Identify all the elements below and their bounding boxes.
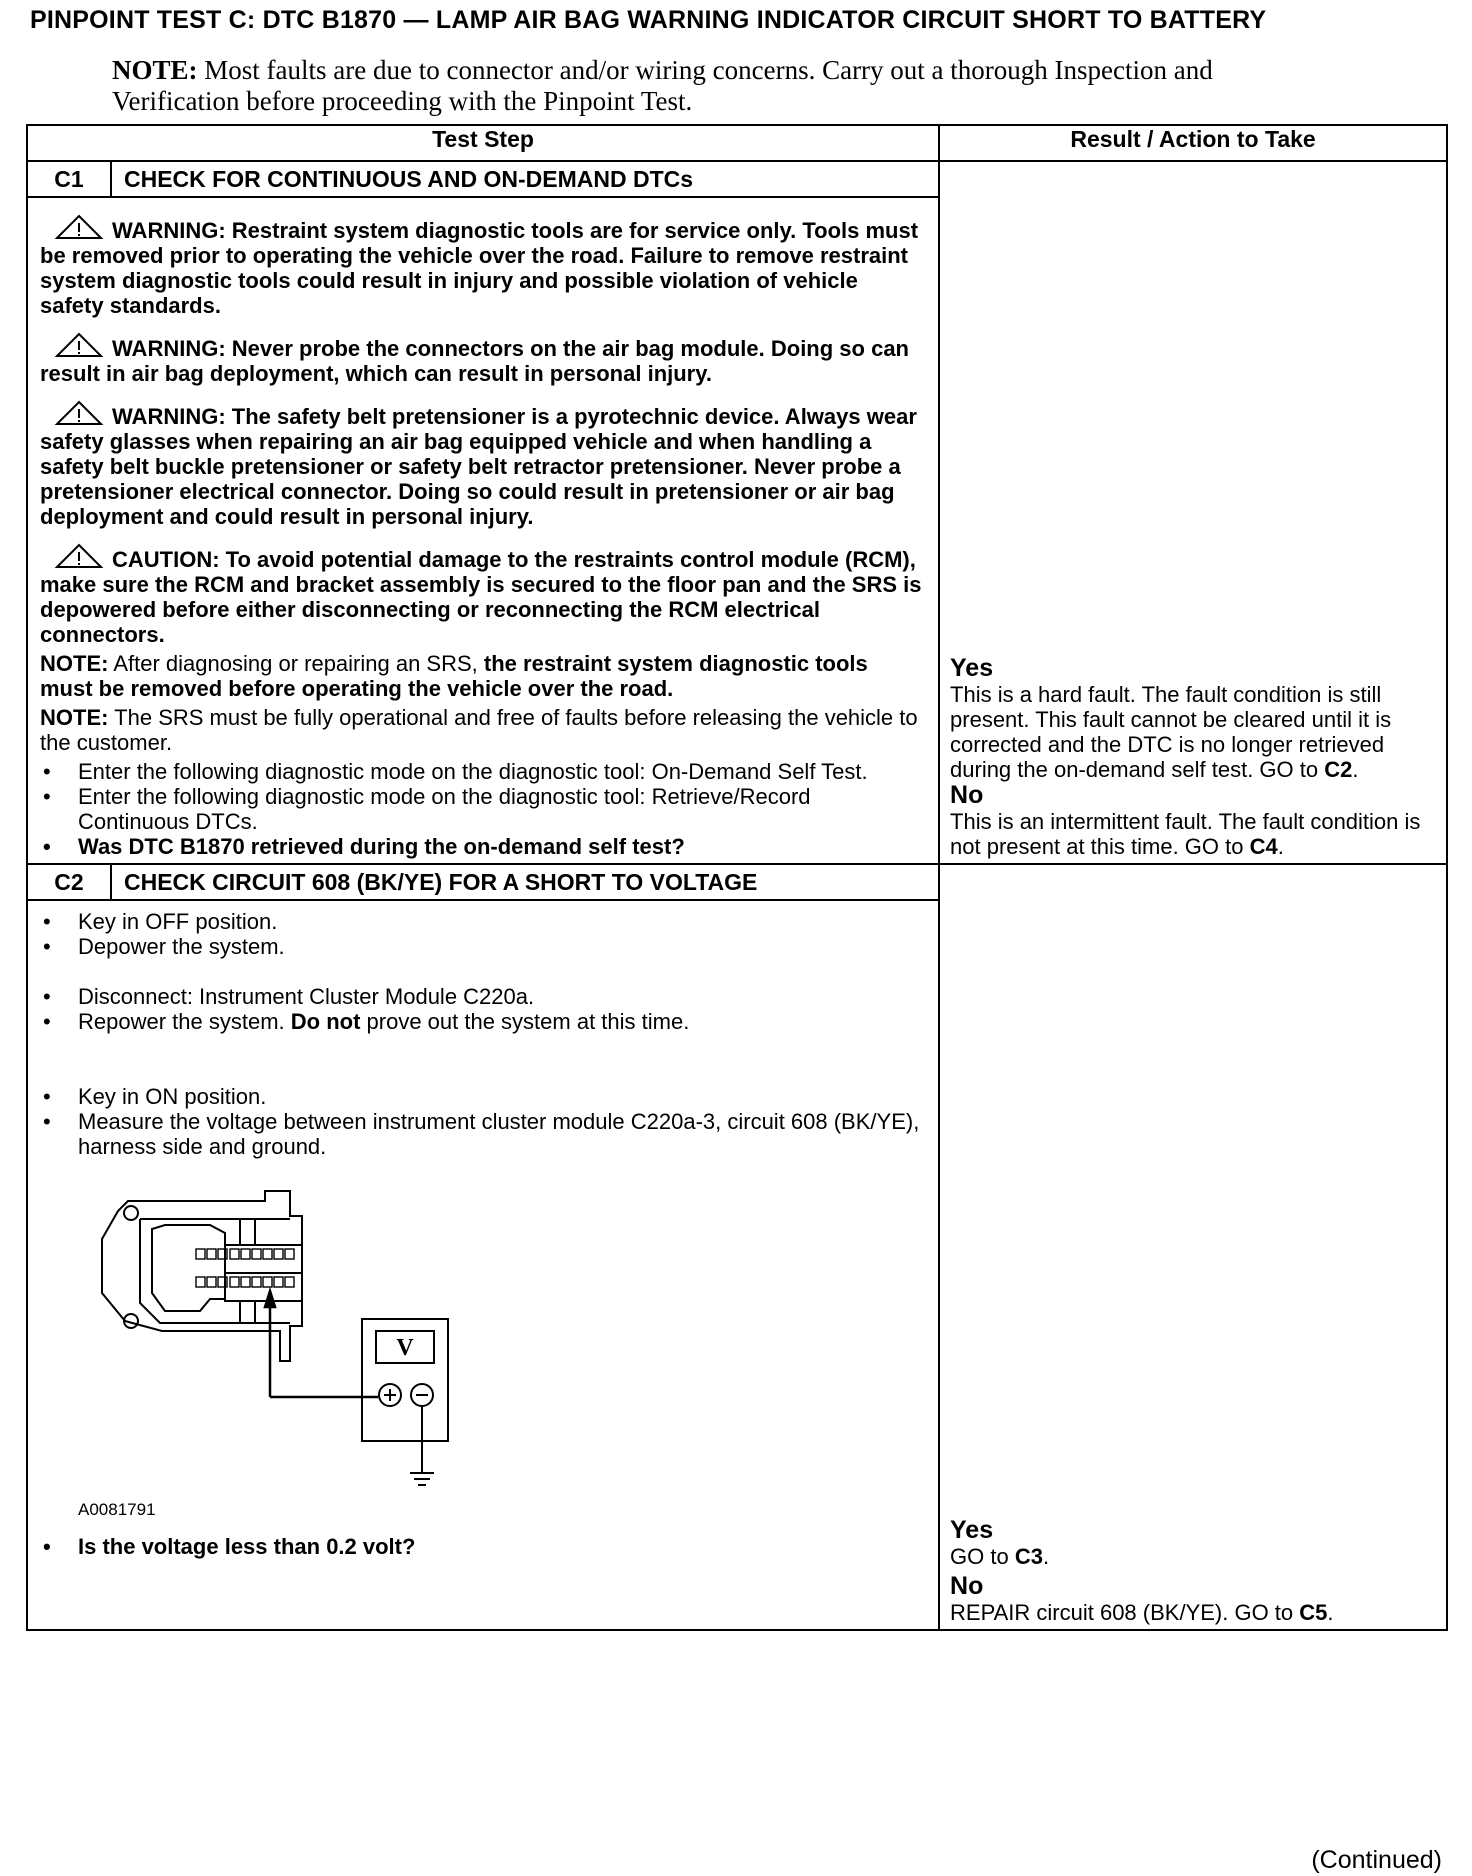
c1-no-text: This is an intermittent fault. The fault condition is not present at this time. GO to bbox=[950, 809, 1421, 859]
list-item: • Key in OFF position. bbox=[40, 909, 926, 934]
step-c1-title-row bbox=[27, 161, 1447, 197]
note-text: Most faults are due to connector and/or wiring concerns. Carry out a thorough Inspection and Verification before proceeding with the Pinpoint Test. bbox=[112, 55, 1213, 116]
list-item: • Depower the system. bbox=[40, 934, 926, 959]
step-c1-id: C1 bbox=[27, 161, 111, 197]
step-c2-result bbox=[939, 864, 1447, 1630]
warning-triangle-icon bbox=[54, 332, 104, 358]
c1-note-1 bbox=[40, 651, 926, 701]
connector-housing bbox=[102, 1191, 302, 1361]
c2-question: • Is the voltage less than 0.2 volt? bbox=[40, 1534, 926, 1559]
c1-no-label: No bbox=[950, 781, 984, 809]
continued-label: (Continued) bbox=[1311, 1846, 1442, 1874]
pinpoint-table bbox=[26, 124, 1448, 1631]
connector-terminals bbox=[196, 1249, 294, 1287]
step-c1-result bbox=[939, 161, 1447, 864]
c2-yes-label: Yes bbox=[950, 1516, 994, 1544]
c1-yes-text: This is a hard fault. The fault condition is still present. This fault cannot be cleared until it is corrected and the DTC is no longer retrieved during the on-demand self test. GO to bbox=[950, 682, 1392, 782]
c1-yes-action: This is a hard fault. The fault condition is still present. This fault cannot be cleared until it is corrected and the DTC is no longer retrieved during the on-demand self test. GO to C2. bbox=[950, 682, 1392, 782]
step-c2-title: CHECK CIRCUIT 608 (BK/YE) FOR A SHORT TO VOLTAGE bbox=[111, 864, 939, 900]
warning-3-text: The safety belt pretensioner is a pyrotechnic device. Always wear safety glasses when repairing an air bag equipped vehicle and when handling a safety belt buckle pretensioner or safety belt retractor pretensioner. Never probe a pretensioner electrical connector. Doing so could result in pretensioner or air bag deployment and could result in personal injury. bbox=[40, 404, 917, 529]
caution-label: CAUTION: bbox=[112, 547, 220, 572]
c2-yes-goto[interactable]: C3 bbox=[1014, 1544, 1043, 1569]
warning-1-label: WARNING: bbox=[112, 218, 226, 243]
c2-question-list bbox=[40, 1534, 926, 1559]
list-item: • Enter the following diagnostic mode on the diagnostic tool: Retrieve/Record Continuous DTCs. bbox=[40, 784, 926, 834]
c2-b4-pre: Repower the system. bbox=[78, 1009, 291, 1034]
step-c2-body bbox=[27, 900, 939, 1630]
list-item: • Key in ON position. bbox=[40, 1084, 926, 1109]
c1-note-2-text: The SRS must be fully operational and free of faults before releasing the vehicle to the customer. bbox=[40, 705, 918, 755]
list-item: • Enter the following diagnostic mode on the diagnostic tool: On-Demand Self Test. bbox=[40, 759, 926, 784]
c1-yes-goto[interactable]: C2 bbox=[1324, 757, 1353, 782]
step-c1-title: CHECK FOR CONTINUOUS AND ON-DEMAND DTCs bbox=[111, 161, 939, 197]
list-item bbox=[40, 1009, 926, 1034]
header-result: Result / Action to Take bbox=[939, 125, 1447, 161]
page-title: PINPOINT TEST C: DTC B1870 — LAMP AIR BAG WARNING INDICATOR CIRCUIT SHORT TO BATTERY bbox=[30, 6, 1267, 34]
c2-b4-post: prove out the system at this time. bbox=[360, 1009, 690, 1034]
c2-no-goto[interactable]: C5 bbox=[1299, 1600, 1328, 1625]
c1-no-goto[interactable]: C4 bbox=[1249, 834, 1278, 859]
c1-note-1-text: After diagnosing or repairing an SRS, bbox=[108, 651, 484, 676]
c2-steps-list-c bbox=[40, 1084, 926, 1159]
connector-voltmeter-figure bbox=[40, 1181, 840, 1511]
list-item: • Disconnect: Instrument Cluster Module C220a. bbox=[40, 984, 926, 1009]
figure-id: A0081791 bbox=[78, 1500, 156, 1519]
step-c2-title-row bbox=[27, 864, 1447, 900]
c2-yes-text: GO to bbox=[950, 1544, 1015, 1569]
c2-no-action: REPAIR circuit 608 (BK/YE). GO to C5. bbox=[950, 1600, 1334, 1625]
warning-2 bbox=[40, 332, 926, 386]
c2-b4-bold: Do not bbox=[290, 1009, 361, 1034]
c1-note-1-bold: the restraint system diagnostic tools must be removed before operating the vehicle over the road. bbox=[40, 651, 868, 701]
c1-no-action: This is an intermittent fault. The fault condition is not present at this time. GO to C4. bbox=[950, 809, 1421, 859]
warning-2-label: WARNING: bbox=[112, 336, 226, 361]
header-test-step: Test Step bbox=[27, 125, 939, 161]
c2-yes-action: GO to C3. bbox=[950, 1544, 1050, 1569]
note-label: NOTE: bbox=[112, 55, 198, 85]
c2-steps-list-b bbox=[40, 984, 926, 1034]
warning-1-text: Restraint system diagnostic tools are for service only. Tools must be removed prior to operating the vehicle over the road. Failure to remove restraint system diagnostic tools could result in injury and possible violation of vehicle safety standards. bbox=[40, 218, 919, 318]
caution-1 bbox=[40, 543, 926, 647]
table-header-row bbox=[27, 125, 1447, 161]
c1-note-2 bbox=[40, 705, 926, 755]
meter-symbol: V bbox=[396, 1335, 414, 1361]
warning-2-text: Never probe the connectors on the air bag module. Doing so can result in air bag deployment, which can result in personal injury. bbox=[40, 336, 909, 386]
c1-note-1-label: NOTE: bbox=[40, 651, 109, 676]
c1-note-2-label: NOTE: bbox=[40, 705, 109, 730]
list-item: • Measure the voltage between instrument cluster module C220a-3, circuit 608 (BK/YE), harness side and ground. bbox=[40, 1109, 926, 1159]
c2-no-text: REPAIR circuit 608 (BK/YE). GO to bbox=[950, 1600, 1300, 1625]
warning-3 bbox=[40, 400, 926, 529]
c1-yes-label: Yes bbox=[950, 654, 994, 682]
warning-triangle-icon bbox=[54, 400, 104, 426]
warning-3-label: WARNING: bbox=[112, 404, 226, 429]
c2-steps-list-a bbox=[40, 909, 926, 959]
warning-triangle-icon bbox=[54, 214, 104, 240]
warning-1 bbox=[40, 214, 926, 318]
c1-question: • Was DTC B1870 retrieved during the on-demand self test? bbox=[40, 834, 926, 859]
caution-triangle-icon bbox=[54, 543, 104, 569]
c2-no-label: No bbox=[950, 1572, 984, 1600]
step-c2-id: C2 bbox=[27, 864, 111, 900]
intro-note bbox=[112, 55, 1272, 117]
step-c1-body bbox=[27, 197, 939, 864]
c1-steps-list bbox=[40, 759, 926, 859]
caution-text: To avoid potential damage to the restraints control module (RCM), make sure the RCM and bracket assembly is secured to the floor pan and the SRS is depowered before either disconnecting or reconnecting the RCM electrical connectors. bbox=[40, 547, 922, 647]
